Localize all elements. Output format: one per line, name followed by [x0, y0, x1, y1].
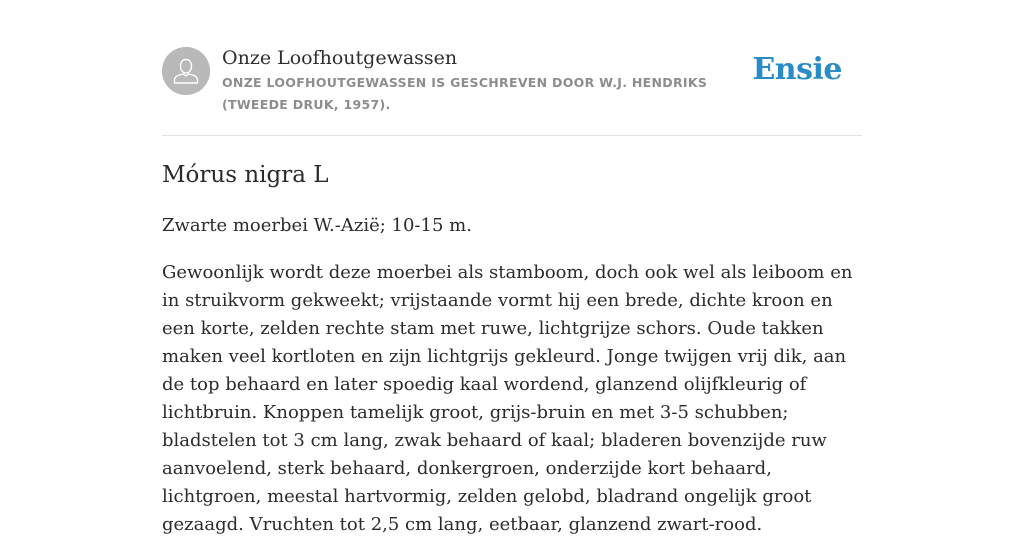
- article-body: Gewoonlijk wordt deze moerbei als stamboom, doch ook wel als leiboom en in struikvorm gekweekt; vrijstaande vormt hij een brede, dichte kroon en een korte, zelden rechte stam met ruwe, lichtgrijze schors. Oude takken maken veel kortloten en zijn lichtgrijs gekleurd. Jonge twijgen vrij dik, aan de top behaard en later spoedig kaal wordend, glanzend olijfkleurig of lichtbruin. Knoppen tamelijk groot, grijs-bruin en met 3-5 schubben; bladstelen tot 3 cm lang, zwak behaard of kaal; bladeren bovenzijde ruw aanvoelend, sterk behaard, donkergroen, onderzijde kort behaard, lichtgroen, meestal hartvormig, zelden gelobd, bladrand ongelijk groot gezaagd. Vruchten tot 2,5 cm lang, eetbaar, glanzend zwart-rood.: [162, 262, 853, 535]
- publication-header: [162, 46, 862, 136]
- publication-description: ONZE LOOFHOUTGEWASSEN IS GESCHREVEN DOOR W.J. HENDRIKS (TWEEDE DRUK, 1957).: [222, 75, 708, 112]
- publication-title[interactable]: Onze Loofhoutgewassen: [222, 47, 458, 69]
- article: [162, 158, 862, 535]
- article-title: Mórus nigra L: [162, 162, 329, 188]
- user-silhouette-icon[interactable]: [162, 47, 210, 95]
- article-summary: Zwarte moerbei W.-Azië; 10-15 m.: [162, 215, 472, 236]
- brand-logo[interactable]: Ensie: [752, 52, 842, 87]
